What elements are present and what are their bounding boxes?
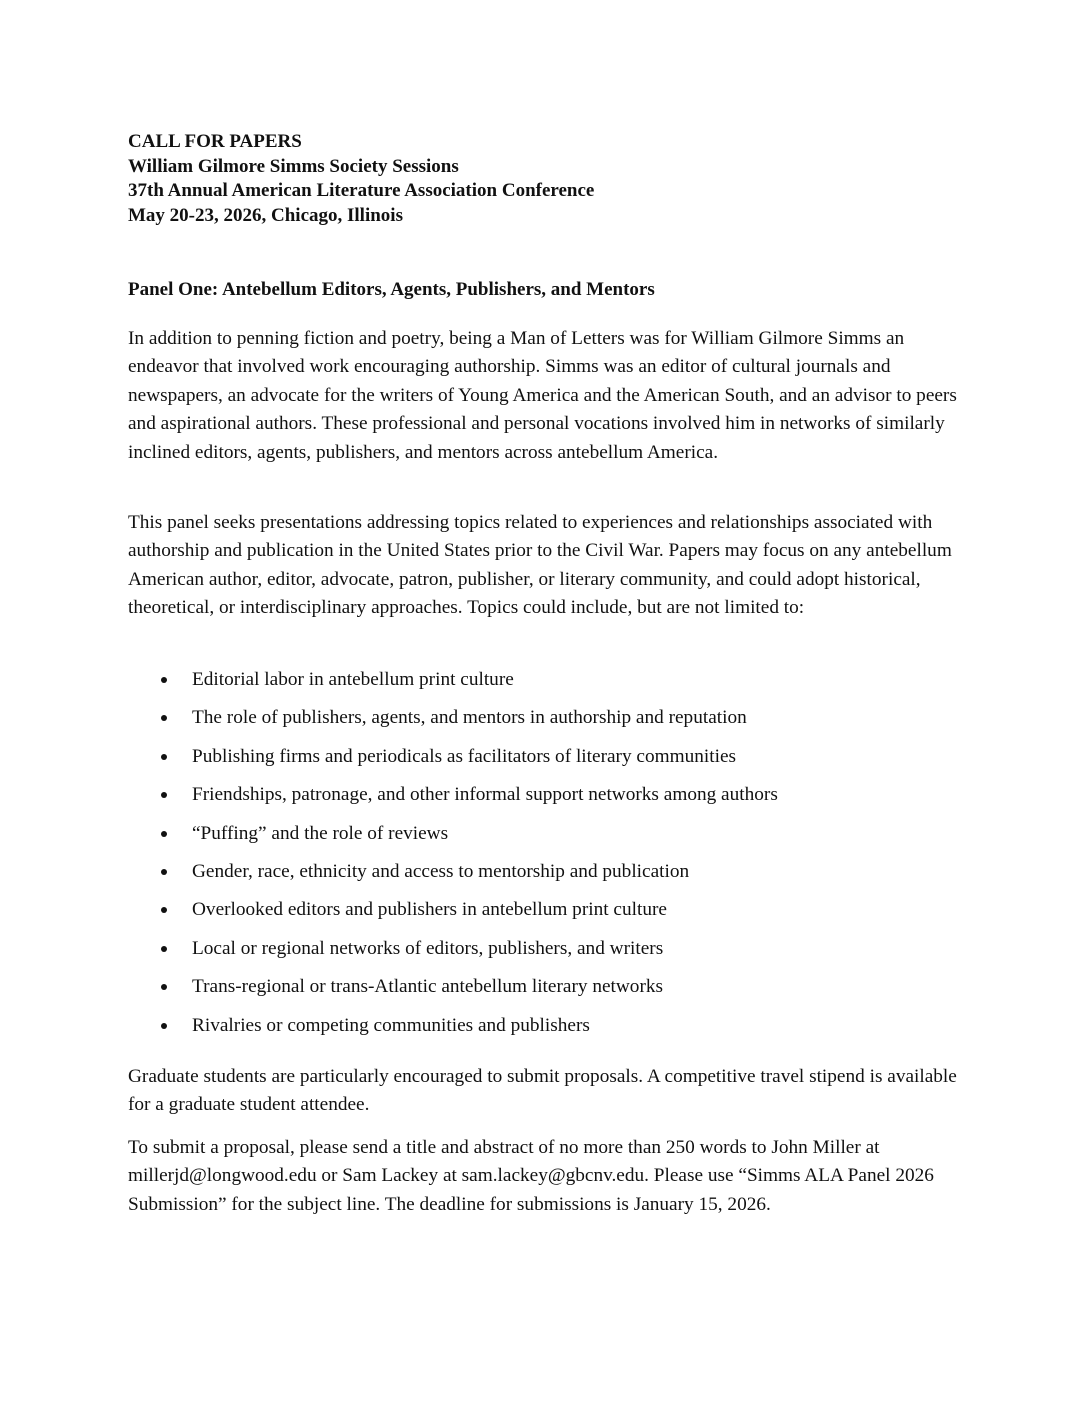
bullet-icon [161, 907, 167, 913]
bullet-icon [161, 677, 167, 683]
bullet-icon [161, 792, 167, 798]
bullet-icon [161, 715, 167, 721]
submission-paragraph: To submit a proposal, please send a title and abstract of no more than 250 words to John Miller at millerjd@longwood.edu or Sam Lackey at sam.lackey@gbcnv.edu. Please use “Simms ALA Panel 2026 Submission” for the subject line. The deadline for submissions is January 15, 2026. [128, 1137, 934, 1215]
call-for-papers-heading: CALL FOR PAPERS [128, 131, 302, 152]
bullet-icon [161, 946, 167, 952]
topic-text: “Puffing” and the role of reviews [192, 822, 449, 844]
scope-paragraph: This panel seeks presentations addressing topics related to experiences and relationships associated with authorship and publication in the United States prior to the Civil War. Papers may focus on any antebellum American author, editor, advocate, patron, publisher, or literary community, and could adopt historical, theoretical, or interdisciplinary approaches. Topics could include, but are not limited to: [128, 512, 952, 619]
document-header [128, 130, 594, 228]
bullet-icon [161, 984, 167, 990]
topic-text: The role of publishers, agents, and mentors in authorship and reputation [192, 707, 747, 729]
date-location-heading: May 20-23, 2026, Chicago, Illinois [128, 204, 403, 226]
topic-text: Publishing firms and periodicals as facilitators of literary communities [192, 745, 737, 767]
topic-text: Editorial labor in antebellum print culture [192, 669, 514, 690]
topic-text: Gender, race, ethnicity and access to mentorship and publication [192, 860, 690, 882]
bullet-icon [161, 754, 167, 760]
graduate-students-paragraph: Graduate students are particularly encouraged to submit proposals. A competitive travel stipend is available for a graduate student attendee. [128, 1066, 957, 1116]
topic-text: Trans-regional or trans-Atlantic antebellum literary networks [192, 976, 664, 998]
topic-text: Local or regional networks of editors, publishers, and writers [192, 937, 664, 959]
bullet-icon [161, 869, 167, 875]
society-sessions-heading: William Gilmore Simms Society Sessions [128, 155, 459, 177]
topic-text: Rivalries or competing communities and publishers [192, 1014, 590, 1036]
conference-heading: 37th Annual American Literature Association Conference [128, 180, 595, 201]
panel-title: Panel One: Antebellum Editors, Agents, Publishers, and Mentors [128, 279, 655, 300]
topic-text: Friendships, patronage, and other informal support networks among authors [192, 784, 778, 806]
topic-text: Overlooked editors and publishers in antebellum print culture [192, 899, 667, 921]
bullet-icon [161, 1023, 167, 1029]
bullet-icon [161, 831, 167, 837]
intro-paragraph: In addition to penning fiction and poetry, being a Man of Letters was for William Gilmore Simms an endeavor that involved work encouraging authorship. Simms was an editor of cultural journals and newspapers, an advocate for the writers of Young America and the American South, and an advisor to peers and aspirational authors. These professional and personal vocations involved him in networks of similarly inclined editors, agents, publishers, and mentors across antebellum America. [128, 328, 957, 463]
